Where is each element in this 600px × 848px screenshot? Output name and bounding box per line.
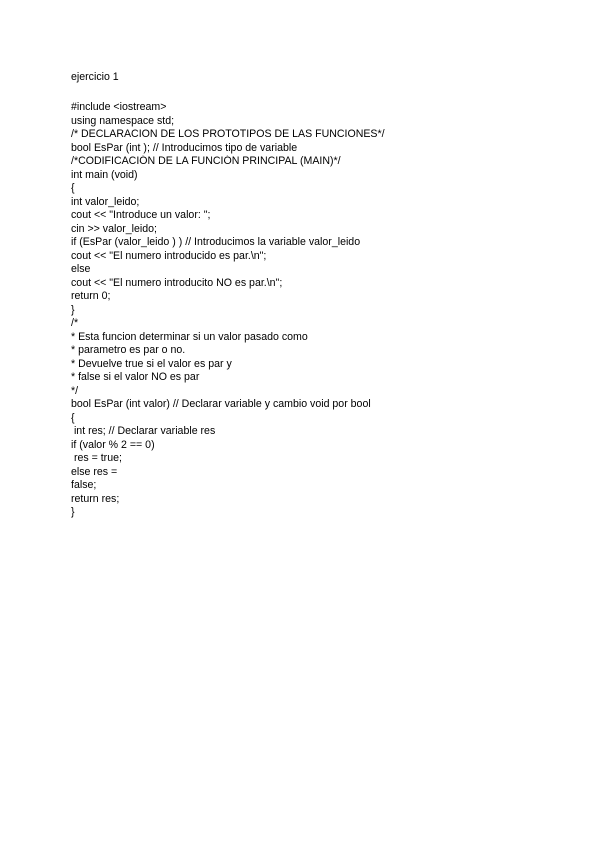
code-line: * parametro es par o no. bbox=[71, 344, 186, 356]
code-line: return res; bbox=[71, 492, 120, 505]
code-line: else bbox=[71, 263, 91, 275]
code-line: * Esta funcion determinar si un valor pasado como bbox=[71, 330, 308, 343]
code-line: false; bbox=[71, 479, 97, 491]
code-line: return 0; bbox=[71, 290, 111, 302]
code-listing bbox=[71, 101, 571, 520]
code-line: bool EsPar (int valor) // Declarar variable y cambio void por bool bbox=[71, 398, 371, 410]
code-line: res = true; bbox=[71, 452, 122, 464]
code-line: using namespace std; bbox=[71, 114, 175, 127]
code-line: * false si el valor NO es par bbox=[71, 371, 200, 383]
code-line: cin >> valor_leido; bbox=[71, 222, 157, 235]
code-line: { bbox=[71, 182, 75, 194]
code-line: */ bbox=[71, 384, 79, 397]
code-line: bool EsPar (int ); // Introducimos tipo de variable bbox=[71, 141, 298, 154]
code-line: * Devuelve true si el valor es par y bbox=[71, 357, 232, 370]
code-line: cout << "Introduce un valor: "; bbox=[71, 209, 211, 221]
code-line: int valor_leido; bbox=[71, 195, 140, 208]
code-line: } bbox=[71, 506, 75, 518]
document-title: ejercicio 1 bbox=[71, 71, 119, 83]
code-line: } bbox=[71, 303, 75, 316]
code-line: if (valor % 2 == 0) bbox=[71, 438, 155, 451]
code-line: cout << "El numero introducito NO es par.\n"; bbox=[71, 276, 283, 289]
code-line: /* DECLARACION DE LOS PROTOTIPOS DE LAS FUNCIONES*/ bbox=[71, 128, 385, 140]
code-line: /* bbox=[71, 317, 79, 329]
code-line: #include <iostream> bbox=[71, 101, 167, 113]
code-line: if (EsPar (valor_leido ) ) // Introducimos la variable valor_leido bbox=[71, 236, 361, 248]
code-line: { bbox=[71, 411, 75, 424]
code-line: int res; // Declarar variable res bbox=[71, 425, 216, 437]
code-line: cout << "El numero introducido es par.\n"; bbox=[71, 249, 267, 262]
code-line: else res = bbox=[71, 465, 118, 478]
code-line: int main (void) bbox=[71, 168, 138, 181]
code-line: /*CODIFICACIÓN DE LA FUNCIÓN PRINCIPAL (MAIN)*/ bbox=[71, 155, 341, 167]
